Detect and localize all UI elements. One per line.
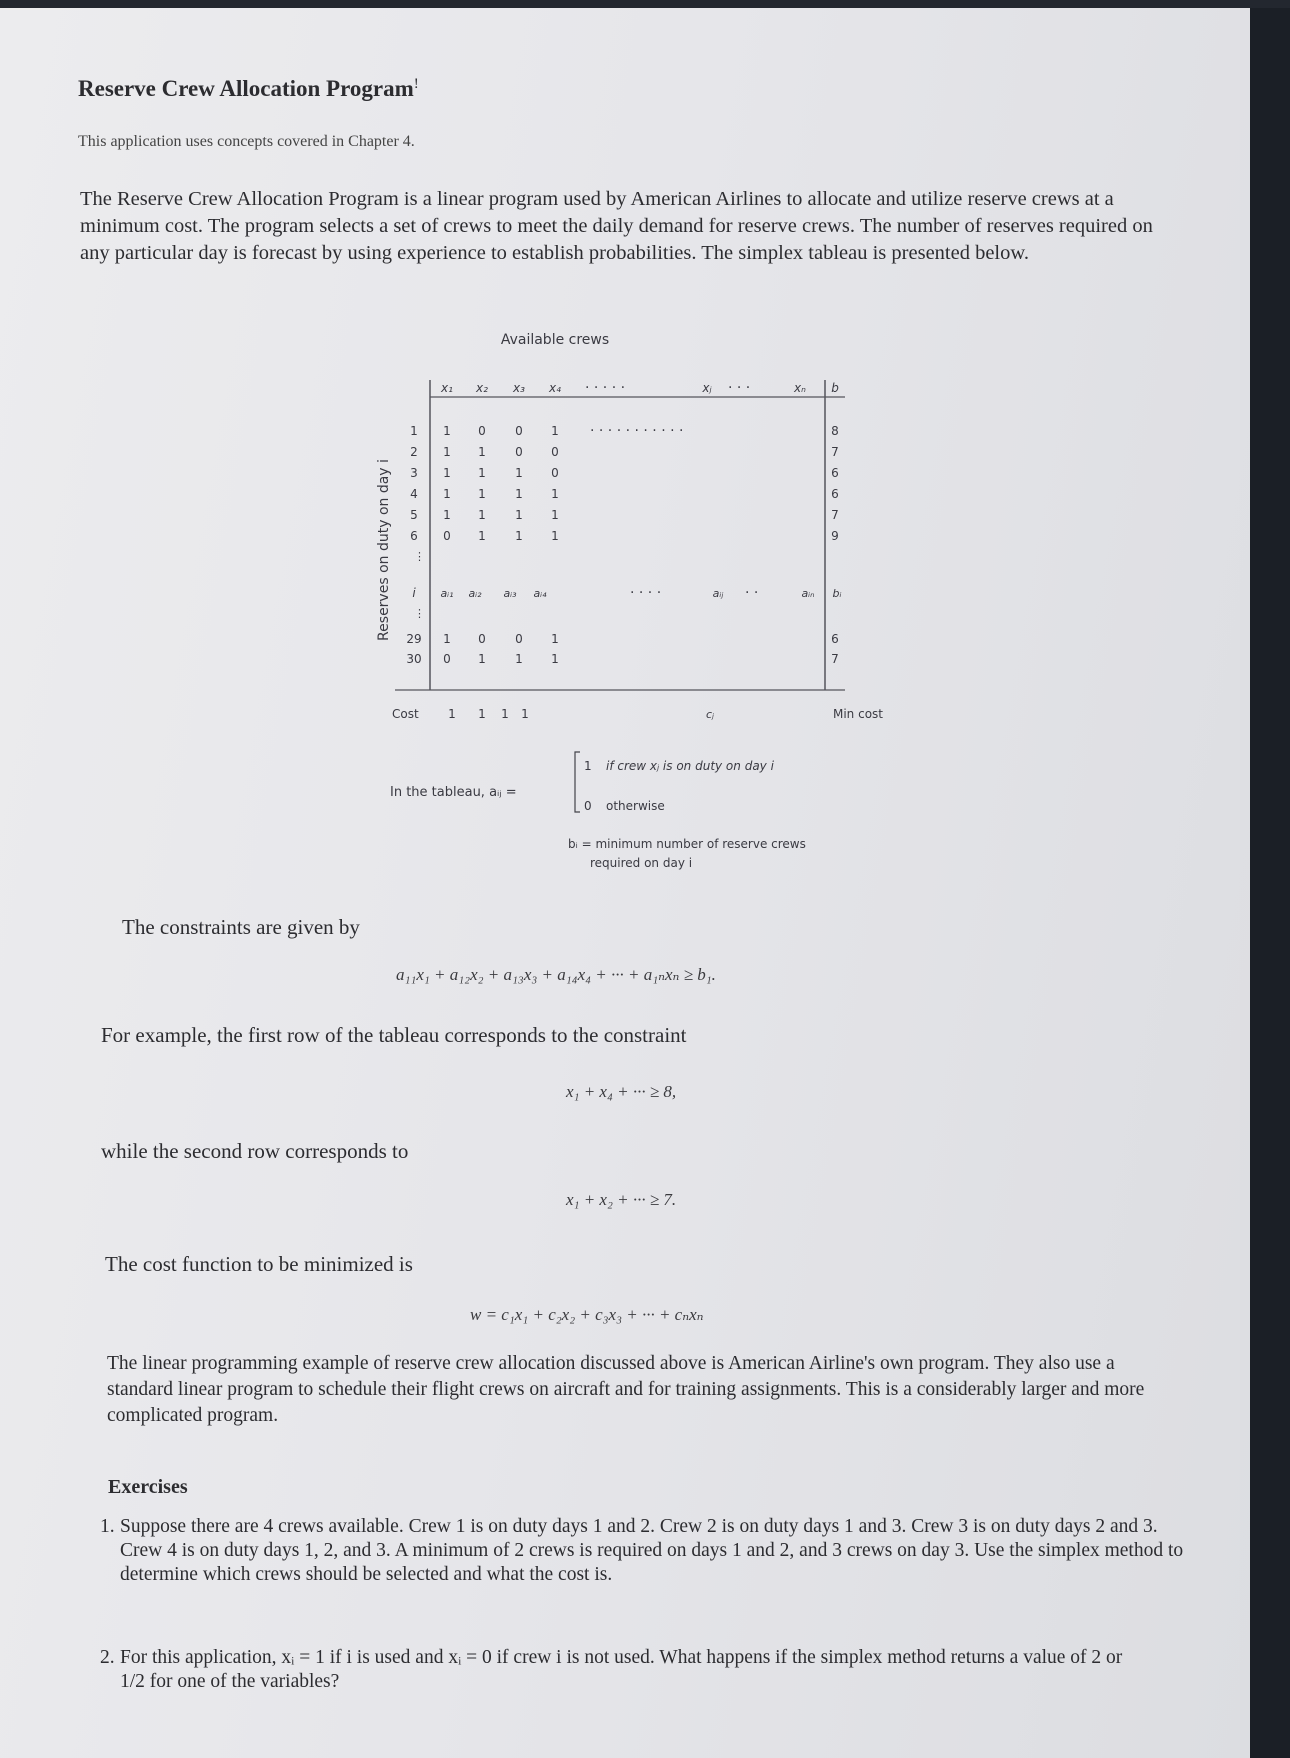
tableau-cell: 1 — [551, 652, 559, 666]
col-header: x₁ — [441, 381, 453, 395]
row-label-dots: ⋮ — [414, 607, 425, 620]
definition-b-line1: bᵢ = minimum number of reserve crews — [568, 837, 806, 851]
row-dots: · · · · — [630, 585, 662, 601]
cost-cell: 1 — [521, 707, 529, 721]
tableau-cell: 0 — [551, 466, 559, 480]
b-value: bᵢ — [832, 587, 842, 600]
tableau-header: Available crews — [500, 332, 610, 348]
intro-paragraph: The Reserve Crew Allocation Program is a linear program used by American Airlines to allocate and utilize reserve crews at a minimum cost. The program selects a set of crews to meet the daily demand for reserve crews. The number of reserves required on any particular day is forecast by using experience to establish probabilities. The simplex tableau is presented below. — [80, 188, 1153, 264]
tableau-cell: aᵢ₂ — [468, 587, 482, 600]
constraint-general-equation: a₁₁x₁ + a₁₂x₂ + a₁₃x₃ + a₁₄x₄ + ··· + a₁ₙxₙ ≥ b₁. — [396, 965, 716, 984]
tableau-cell: 0 — [515, 445, 523, 459]
tableau-cell: aᵢₙ — [801, 587, 815, 600]
col-header: xₙ — [794, 381, 806, 395]
constraint-row2-equation: x₁ + x₂ + ··· ≥ 7. — [566, 1190, 677, 1209]
tableau-cell: 1 — [515, 487, 523, 501]
tableau-cell: 1 — [443, 424, 451, 438]
b-value: 7 — [831, 445, 839, 459]
row-label: 4 — [410, 487, 418, 501]
b-value: 7 — [831, 652, 839, 666]
cost-cell: 1 — [501, 707, 509, 721]
col-header: b — [831, 381, 839, 395]
definition-case0-text: otherwise — [606, 799, 665, 813]
exercise-item — [100, 1515, 1190, 1587]
example-intro: For example, the first row of the tableau corresponds to the constraint — [101, 1023, 687, 1047]
tableau-cell: 0 — [443, 529, 451, 543]
tableau-cell: 0 — [478, 632, 486, 646]
tableau-cell: 1 — [443, 466, 451, 480]
row-label-dots: ⋮ — [414, 550, 425, 563]
definition-case1-value: 1 — [584, 759, 592, 773]
constraint-row1-equation: x₁ + x₄ + ··· ≥ 8, — [566, 1082, 677, 1101]
tableau-cell: 1 — [515, 652, 523, 666]
exercise-number: 1. — [100, 1516, 115, 1537]
tableau-cell: 1 — [551, 632, 559, 646]
b-value: 9 — [831, 529, 839, 543]
min-cost-label: Min cost — [832, 707, 884, 721]
cost-label: Cost — [392, 707, 419, 721]
exercise-text: For this application, xᵢ = 1 if i is used and xᵢ = 0 if crew i is not used. What happens if the simplex method returns a value of 2 or 1/2 for one of the variables? — [120, 1647, 1123, 1692]
tableau-cell: 1 — [478, 652, 486, 666]
definition-case0-value: 0 — [584, 799, 592, 813]
constraints-intro: The constraints are given by — [122, 915, 360, 939]
cost-cell: cⱼ — [706, 708, 714, 721]
tableau-cell: 1 — [551, 529, 559, 543]
row-label: 5 — [410, 508, 418, 522]
cost-function-intro: The cost function to be minimized is — [105, 1252, 413, 1276]
tableau-cell: aᵢⱼ — [712, 587, 724, 600]
tableau-cell: 1 — [443, 632, 451, 646]
tableau-cell: 1 — [551, 424, 559, 438]
row-label: i — [412, 586, 416, 600]
col-header: x₂ — [476, 381, 488, 395]
tableau-cell: 0 — [515, 632, 523, 646]
b-value: 8 — [831, 424, 839, 438]
header-dots: · · · — [728, 380, 751, 396]
row-label: 6 — [410, 529, 418, 543]
title-footnote-mark: ! — [413, 76, 419, 92]
tableau-cell: 1 — [443, 508, 451, 522]
cost-function-equation: w = c₁x₁ + c₂x₂ + c₃x₃ + ··· + cₙxₙ — [470, 1305, 704, 1324]
tableau-cell: 1 — [478, 487, 486, 501]
tableau-cell: 0 — [551, 445, 559, 459]
closing-paragraph: The linear programming example of reserve crew allocation discussed above is American Airline's own program. They also use a standard linear program to schedule their flight crews on aircraft and for training assignments. This is a considerably larger and more complicated program. — [107, 1353, 1145, 1426]
tableau-cell: 0 — [443, 652, 451, 666]
tableau-cell: aᵢ₁ — [440, 587, 454, 600]
document-title: Reserve Crew Allocation Program! — [78, 76, 419, 101]
exercises-heading: Exercises — [108, 1476, 188, 1498]
tableau-cell: 1 — [515, 508, 523, 522]
exercise-text: Suppose there are 4 crews available. Crew 1 is on duty days 1 and 2. Crew 2 is on duty days 1 and 3. Crew 3 is on duty days 2 and 3. Crew 4 is on duty days 1, 2, and 3. A minimum of 2 crews is required on days 1 and 2, and 3 crews on day 3. Use the simplex method to determine which crews should be selected and what the cost is. — [120, 1516, 1184, 1585]
tableau-cell: 1 — [443, 445, 451, 459]
document-subtitle: This application uses concepts covered in Chapter 4. — [78, 133, 415, 150]
row-dots: · · — [745, 585, 759, 601]
row-label: 30 — [406, 652, 422, 666]
tableau-cell: 1 — [478, 508, 486, 522]
tableau-cell: 0 — [478, 424, 486, 438]
col-header: x₄ — [549, 381, 561, 395]
b-value: 6 — [831, 466, 839, 480]
b-value: 7 — [831, 508, 839, 522]
cost-cell: 1 — [448, 707, 456, 721]
row-label: 1 — [410, 424, 418, 438]
cost-cell: 1 — [478, 707, 486, 721]
tableau-cell: 1 — [478, 529, 486, 543]
row-label: 3 — [410, 466, 418, 480]
definition-brace — [575, 752, 580, 812]
tableau-cell: 1 — [515, 529, 523, 543]
tableau-cell: aᵢ₄ — [533, 587, 547, 600]
definition-b-line2: required on day i — [590, 856, 693, 870]
b-value: 6 — [831, 632, 839, 646]
tableau-cell: 1 — [551, 508, 559, 522]
tableau-cell: 1 — [551, 487, 559, 501]
exercise-item — [100, 1646, 1140, 1694]
header-dots: · · · · · — [585, 380, 626, 396]
definition-prefix: In the tableau, aᵢⱼ = — [390, 785, 517, 800]
tableau-cell: 1 — [478, 466, 486, 480]
second-row-intro: while the second row corresponds to — [101, 1139, 409, 1163]
col-header: x₃ — [513, 381, 525, 395]
tableau-cell: 1 — [515, 466, 523, 480]
tableau-cell: 1 — [478, 445, 486, 459]
definition-case1-text: if crew xⱼ is on duty on day i — [606, 759, 774, 773]
tableau-cell: 0 — [515, 424, 523, 438]
col-header: xⱼ — [702, 381, 712, 395]
tableau-side-label: Reserves on duty on day i — [376, 459, 392, 641]
row-dots: · · · · · · · · · · · — [590, 423, 684, 439]
tableau-cell: 1 — [443, 487, 451, 501]
b-value: 6 — [831, 487, 839, 501]
tableau-cell: aᵢ₃ — [503, 587, 517, 600]
row-label: 2 — [410, 445, 418, 459]
row-label: 29 — [406, 632, 422, 646]
exercise-number: 2. — [100, 1647, 115, 1668]
